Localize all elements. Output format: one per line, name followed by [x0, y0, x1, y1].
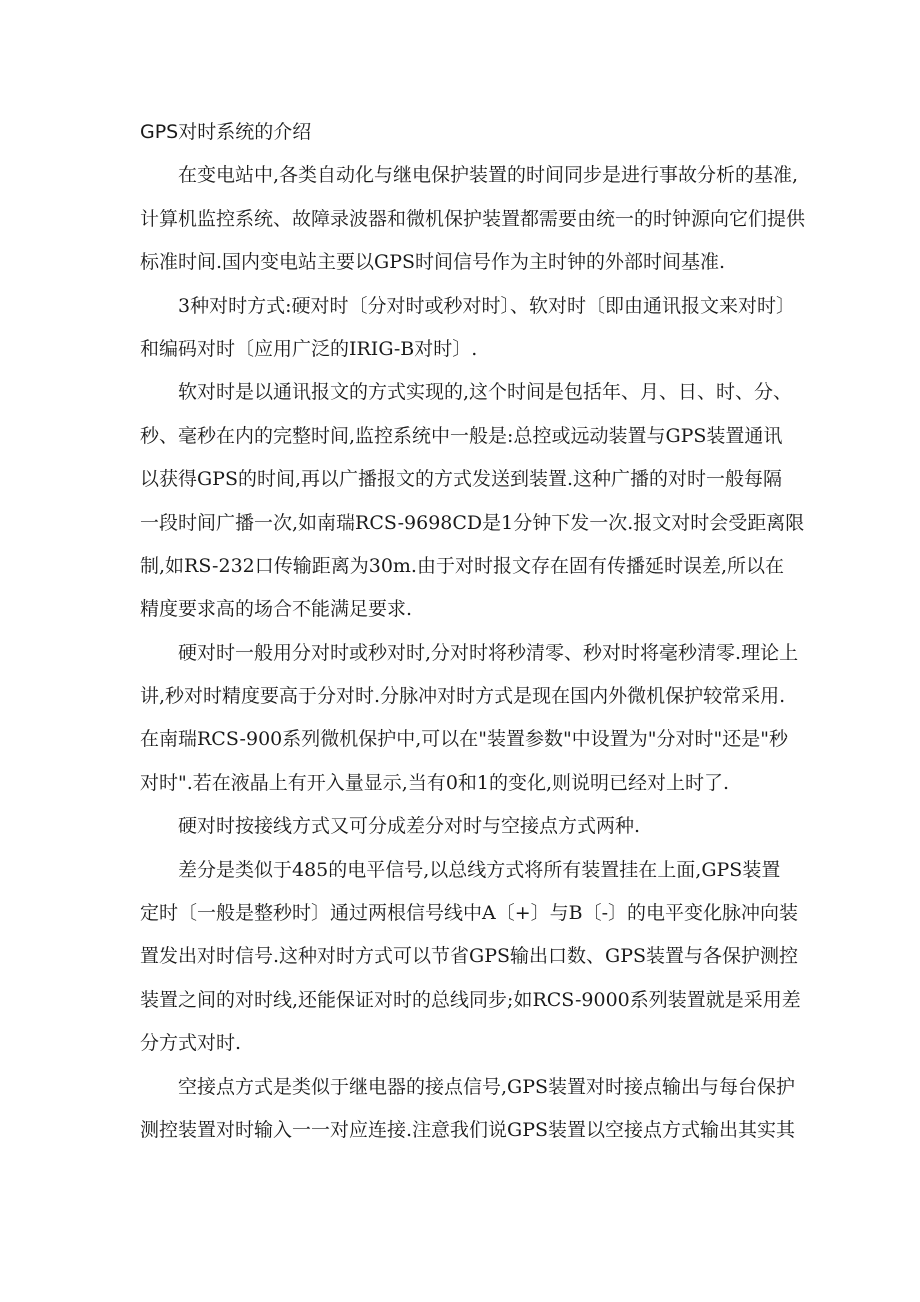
text-line: 装置之间的对时线,还能保证对时的总线同步;如RCS-9000系列装置就是采用差 — [140, 988, 801, 1011]
text-line: 标准时间.国内变电站主要以GPS时间信号作为主时钟的外部时间基准. — [140, 251, 726, 274]
text-line: 以获得GPS的时间,再以广播报文的方式发送到装置.这种广播的对时一般每隔 — [140, 468, 783, 491]
paragraph — [140, 285, 820, 372]
text-line: 3种对时方式:硬对时〔分对时或秒对时〕、软对时〔即由通讯报文来对时〕 — [178, 294, 795, 317]
paragraph — [140, 371, 820, 631]
text-line: 计算机监控系统、故障录波器和微机保护装置都需要由统一的时钟源向它们提供 — [140, 207, 806, 230]
document-title: GPS对时系统的介绍 — [140, 121, 312, 143]
text-line: 空接点方式是类似于继电器的接点信号,GPS装置对时接点输出与每台保护 — [178, 1075, 796, 1098]
paragraphs — [140, 154, 820, 1152]
text-line: 在南瑞RCS-900系列微机保护中,可以在"装置参数"中设置为"分对时"还是"秒 — [140, 728, 788, 751]
text-line: 软对时是以通讯报文的方式实现的,这个时间是包括年、月、日、时、分、 — [178, 381, 793, 404]
text-line: 测控装置对时输入一一对应连接.注意我们说GPS装置以空接点方式输出其实其 — [140, 1118, 796, 1141]
text-line: 差分是类似于485的电平信号,以总线方式将所有装置挂在上面,GPS装置 — [178, 858, 781, 881]
text-line: 和编码对时〔应用广泛的IRIG-B对时〕. — [140, 337, 478, 360]
text-line: 秒、毫秒在内的完整时间,监控系统中一般是:总控或远动装置与GPS装置通讯 — [140, 424, 783, 447]
paragraph — [140, 154, 820, 284]
text-line: 硬对时按接线方式又可分成差分对时与空接点方式两种. — [178, 815, 641, 838]
text-line: 对时".若在液晶上有开入量显示,当有0和1的变化,则说明已经对上时了. — [140, 771, 730, 794]
text-line: 置发出对时信号.这种对时方式可以节省GPS输出口数、GPS装置与各保护测控 — [140, 945, 798, 968]
text-line: 一段时间广播一次,如南瑞RCS-9698CD是1分钟下发一次.报文对时会受距离限 — [140, 511, 805, 534]
paragraph — [140, 632, 820, 806]
document-body — [140, 111, 820, 1152]
paragraph — [140, 1066, 820, 1153]
paragraph — [140, 805, 820, 848]
paragraph — [140, 849, 820, 1066]
text-line: 分方式对时. — [140, 1032, 242, 1055]
text-line: 讲,秒对时精度要高于分对时.分脉冲对时方式是现在国内外微机保护较常采用. — [140, 685, 786, 708]
text-line: 在变电站中,各类自动化与继电保护装置的时间同步是进行事故分析的基准, — [178, 164, 799, 187]
text-line: 精度要求高的场合不能满足要求. — [140, 598, 413, 621]
text-line: 定时〔一般是整秒时〕通过两根信号线中A〔+〕与B〔-〕的电平变化脉冲向装 — [140, 902, 799, 925]
text-line: 硬对时一般用分对时或秒对时,分对时将秒清零、秒对时将毫秒清零.理论上 — [178, 641, 799, 664]
text-line: 制,如RS-232口传输距离为30m.由于对时报文存在固有传播延时误差,所以在 — [140, 554, 785, 577]
